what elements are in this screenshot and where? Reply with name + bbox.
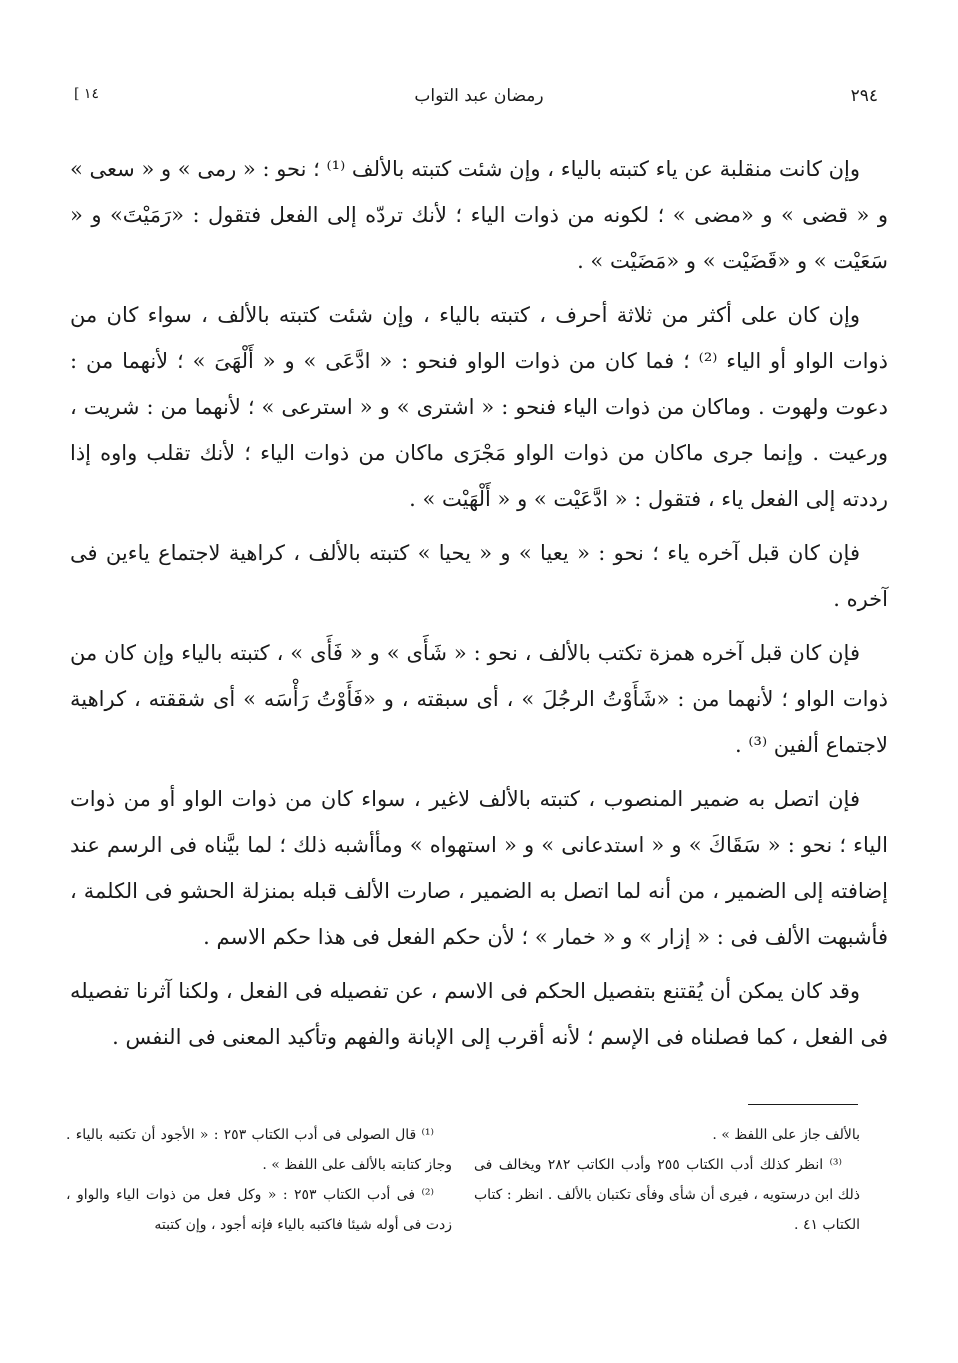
page-number: ٢٩٤ bbox=[850, 86, 878, 106]
footnote-column-left bbox=[474, 1120, 860, 1240]
footnote-1: ⁽¹⁾ قال الصولى فى أدب الكتاب ٢٥٣ : « الأجود أن تكتبه بالياء . وجاز كتابته بالألف على اللفظ » . bbox=[66, 1127, 452, 1173]
running-header bbox=[70, 86, 888, 116]
paragraph: فإن كان قبل آخره ياء ؛ نحو : « يعيا » و « يحيا » كتبته بالألف ، كراهية لاجتماع ياءين فى آخره . bbox=[70, 541, 888, 611]
footnotes bbox=[66, 1120, 860, 1240]
main-text bbox=[70, 146, 888, 1068]
paragraph: وإن كان على أكثر من ثلاثة أحرف ، كتبته بالياء ، وإن شئت كتبته بالألف ، سواء كان من ذوات الواو أو الياء ⁽²⁾ ؛ فما كان من ذوات الواو فنحو : « ادَّعَى » و « أَلْهَىَ » ؛ لأنهما من : دعوت ولهوت . وماكان من ذوات الياء فنحو : « اشترى » و « استرعى » ؛ لأنهما من : شريت ، ورعيت . وإنما جرى ماكان من ذوات الواو مَجْرَى ماكان من ذوات الياء ؛ لأنك تقلب واوه إذا رددته إلى الفعل ياء ، فتقول : « ادَّعَيْت » و « أَلْهَيْت » . bbox=[70, 303, 888, 511]
paragraph: وقد كان يمكن أن يُقتنع بتفصيل الحكم فى الاسم ، عن تفصيله فى الفعل ، ولكنا آثرنا تفصيله فى الفعل ، كما فصلناه فى الإسم ؛ لأنه أقرب إلى الإبانة والفهم وتأكيد المعنى فى النفس . bbox=[70, 979, 888, 1049]
footnote-column-right bbox=[66, 1120, 452, 1240]
footnote-3: ⁽³⁾ انظر كذلك أدب الكتاب ٢٥٥ وأدب الكاتب ٢٨٢ ويخالف فى ذلك ابن درستويه ، فيرى أن شأى وفأى تكتبان بالألف . انظر : كتاب الكتاب ٤١ . bbox=[474, 1157, 860, 1233]
footnote-2: ⁽²⁾ فى أدب الكتاب ٢٥٣ : « وكل فعل من ذوات الياء والواو ، زدت فى أوله شيئا فاكتبه بالياء فإنه أجود ، وإن كتبته bbox=[66, 1187, 452, 1233]
paragraph: فإن اتصل به ضمير المنصوب ، كتبته بالألف لاغير ، سواء كان من ذوات الواو أو من ذوات الياء ؛ نحو : « سَقَاكَ » و « استدعانى » و « استهواه » ومأأشبه ذلك ؛ لما بيَّناه فى الرسم عند إضافته إلى الضمير ، من أنه لما اتصل به الضمير ، صارت الألف قبله بمنزلة الحشو فى الكلمة ، فأشبهت الألف فى : « إزار » و « خمار » ؛ لأن حكم الفعل فى هذا حكم الاسم . bbox=[70, 787, 888, 949]
running-title-author: رمضان عبد التواب bbox=[414, 86, 544, 106]
paragraph: فإن كان قبل آخره همزة تكتب بالألف ، نحو : « شَأَى » و « فَأَى » ، كتبته بالياء وإن كان من ذوات الواو ؛ لأنهما من : «شَأَوْتُ الرجُلَ » ، أى سبقته ، و «فَأَوْتُ رَأْسَه » أى شققته ، كراهية لاجتماع ألفين ⁽³⁾ . bbox=[70, 641, 888, 757]
footnote-2-continued: بالألف جاز على اللفظ » . bbox=[712, 1127, 860, 1143]
paragraph: وإن كانت منقلبة عن ياء كتبته بالياء ، وإن شئت كتبته بالألف ⁽¹⁾ ؛ نحو : « رمى » و « سعى » و « قضى » و «مضى » ؛ لكونه من ذوات الياء ؛ لأنك تردّه إلى الفعل فتقول : «رَمَيْتَ» و « سَعَيْت » و «قَضَيْت » و «مَضَيْت » . bbox=[70, 157, 888, 273]
footnote-separator bbox=[748, 1104, 858, 1105]
issue-number: [ ١٤ bbox=[74, 86, 99, 102]
